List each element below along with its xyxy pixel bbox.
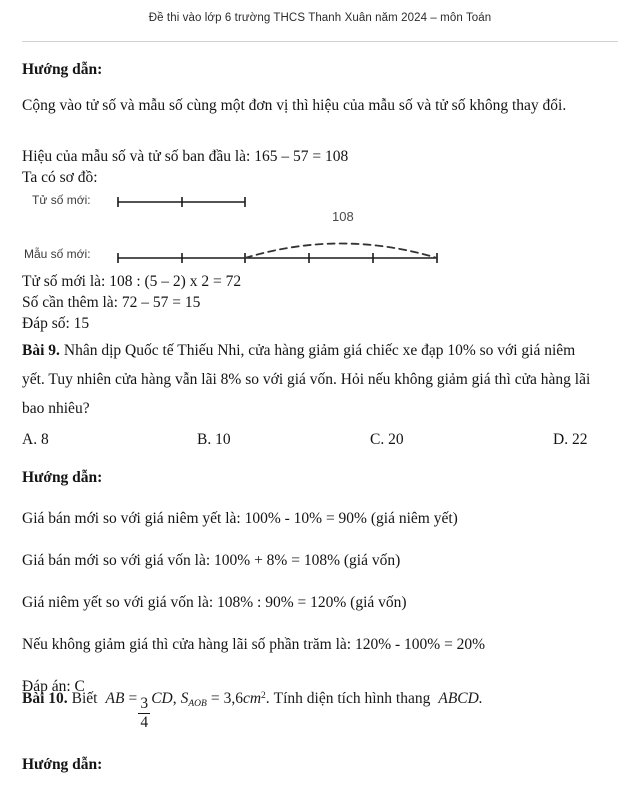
math-period: . bbox=[265, 690, 270, 707]
bai10-question bbox=[22, 690, 483, 732]
bai10-figure: ABCD. bbox=[438, 690, 483, 707]
result-line-2: Số cần thêm là: 72 – 57 = 15 bbox=[22, 294, 201, 311]
bai9-question bbox=[22, 336, 600, 423]
bai9-solution-line-1: Giá bán mới so với giá niêm yết là: 100% - 10% = 90% (giá niêm yết) bbox=[22, 510, 458, 527]
diagram-label-denominator: Mẫu số mới: bbox=[24, 247, 91, 261]
math-value: 3,6 bbox=[223, 690, 243, 707]
math-unit-exponent: 2 bbox=[261, 691, 266, 701]
denominator-bar bbox=[118, 253, 437, 263]
guide-heading-2: Hướng dẫn: bbox=[22, 469, 103, 486]
result-line-3: Đáp số: 15 bbox=[22, 315, 90, 332]
diagram-difference-label: 108 bbox=[332, 209, 354, 224]
solution-paragraph-1: Cộng vào tử số và mẫu số cùng một đơn vị thì hiệu của mẫu số và tử số không thay đổi. bbox=[22, 97, 567, 114]
segment-diagram bbox=[0, 185, 470, 270]
bai9-text: Nhân dịp Quốc tế Thiếu Nhi, cửa hàng giảm giá chiếc xe đạp 10% so với giá niêm yết. Tuy nhiên cửa hàng vẫn lãi 8% so với giá vốn. Hỏi nếu không giảm giá thì cửa hàng lãi bao nhiêu? bbox=[22, 342, 591, 417]
math-equals-1: = bbox=[128, 690, 138, 707]
bai10-number: Bài 10. bbox=[22, 690, 68, 707]
page-header-title: Đề thi vào lớp 6 trường THCS Thanh Xuân năm 2024 – môn Toán bbox=[148, 12, 492, 24]
fraction-denominator: 4 bbox=[140, 714, 149, 732]
header-divider bbox=[22, 41, 618, 42]
numerator-bar bbox=[118, 197, 245, 207]
bai9-answer: Đáp án: C bbox=[22, 678, 85, 695]
math-comma: , bbox=[172, 690, 177, 707]
math-s: S bbox=[180, 690, 189, 707]
solution-line-2: Hiệu của mẫu số và tử số ban đầu là: 165 – 57 = 108 bbox=[22, 148, 349, 165]
bai9-option-c[interactable]: C. 20 bbox=[370, 431, 404, 448]
result-line-1: Tử số mới là: 108 : (5 – 2) x 2 = 72 bbox=[22, 273, 242, 290]
diagram-label-numerator: Tử số mới: bbox=[32, 193, 91, 207]
difference-arc bbox=[245, 244, 437, 259]
math-equals-2: = bbox=[210, 690, 220, 707]
solution-line-3: Ta có sơ đồ: bbox=[22, 169, 98, 186]
bai9-solution-line-2: Giá bán mới so với giá vốn là: 100% + 8% = 108% (giá vốn) bbox=[22, 552, 401, 569]
bai9-number: Bài 9. bbox=[22, 342, 60, 359]
bai9-solution-line-3: Giá niêm yết so với giá vốn là: 108% : 90% = 120% (giá vốn) bbox=[22, 594, 407, 611]
diagram-svg bbox=[0, 185, 470, 270]
math-ab: AB bbox=[105, 690, 125, 707]
math-s-subscript: AOB bbox=[188, 699, 207, 709]
bai10-lead: Biết bbox=[71, 690, 98, 707]
fraction-numerator: 3 bbox=[140, 695, 149, 712]
bai9-option-a[interactable]: A. 8 bbox=[22, 431, 49, 448]
bai9-option-b[interactable]: B. 10 bbox=[197, 431, 231, 448]
bai9-solution-line-4: Nếu không giảm giá thì cửa hàng lãi số phần trăm là: 120% - 100% = 20% bbox=[22, 636, 486, 653]
math-fraction bbox=[138, 696, 150, 731]
guide-heading-1: Hướng dẫn: bbox=[22, 61, 103, 78]
bai9-option-d[interactable]: D. 22 bbox=[553, 431, 588, 448]
guide-heading-3: Hướng dẫn: bbox=[22, 756, 103, 773]
math-cd: CD bbox=[151, 690, 173, 707]
bai10-tail: Tính diện tích hình thang bbox=[273, 690, 431, 707]
math-unit: cm bbox=[242, 690, 262, 707]
